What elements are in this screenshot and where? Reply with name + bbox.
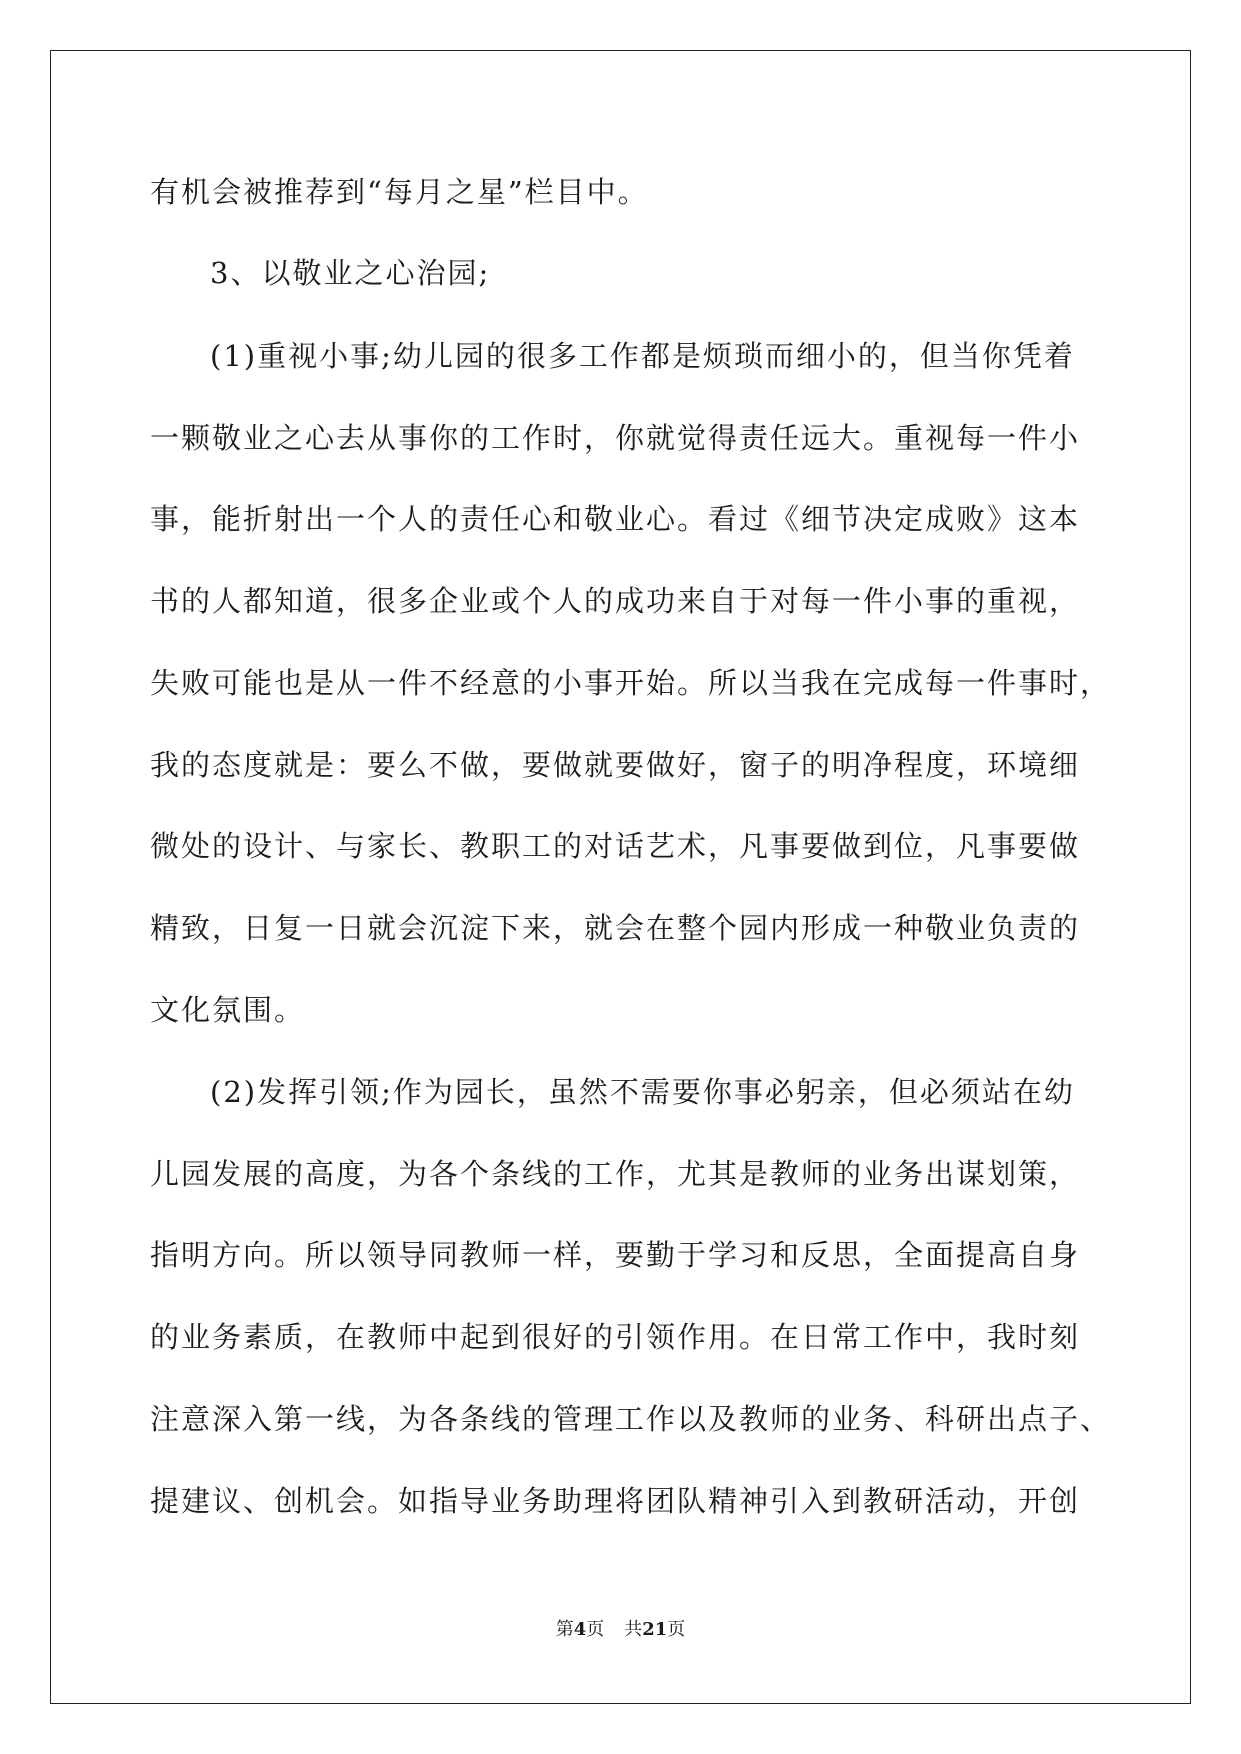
page-footer bbox=[0, 1618, 1241, 1642]
footer-prefix: 第 bbox=[555, 1619, 574, 1640]
text-line: 失败可能也是从一件不经意的小事开始。所以当我在完成每一件事时， bbox=[150, 666, 1112, 700]
footer-page-word: 页 bbox=[586, 1619, 605, 1640]
total-page-number: 21 bbox=[642, 1619, 668, 1640]
current-page-number: 4 bbox=[573, 1619, 587, 1640]
text-line: (1)重视小事;幼儿园的很多工作都是烦琐而细小的，但当你凭着 bbox=[210, 339, 1075, 373]
text-line: 一颗敬业之心去从事你的工作时，你就觉得责任远大。重视每一件小 bbox=[150, 421, 1081, 455]
text-line: 我的态度就是：要么不做，要做就要做好，窗子的明净程度，环境细 bbox=[150, 748, 1081, 782]
text-line: 事，能折射出一个人的责任心和敬业心。看过《细节决定成败》这本 bbox=[150, 502, 1081, 536]
text-line: 的业务素质，在教师中起到很好的引领作用。在日常工作中，我时刻 bbox=[150, 1320, 1081, 1354]
text-line: 书的人都知道，很多企业或个人的成功来自于对每一件小事的重视， bbox=[150, 584, 1081, 618]
text-line: 提建议、创机会。如指导业务助理将团队精神引入到教研活动，开创 bbox=[150, 1484, 1081, 1518]
text-line: 文化氛围。 bbox=[150, 993, 306, 1027]
text-line: 有机会被推荐到“每月之星”栏目中。 bbox=[150, 175, 649, 209]
footer-total-prefix: 共 bbox=[624, 1619, 643, 1640]
text-line: 精致，日复一日就会沉淀下来，就会在整个园内形成一种敬业负责的 bbox=[150, 911, 1081, 945]
text-line: 注意深入第一线，为各条线的管理工作以及教师的业务、科研出点子、 bbox=[150, 1402, 1112, 1436]
text-line: (2)发挥引领;作为园长，虽然不需要你事必躬亲，但必须站在幼 bbox=[210, 1075, 1075, 1109]
text-line: 儿园发展的高度，为各个条线的工作，尤其是教师的业务出谋划策， bbox=[150, 1157, 1081, 1191]
section-heading: 3、以敬业之心治园; bbox=[210, 256, 491, 290]
footer-total-suffix: 页 bbox=[667, 1619, 686, 1640]
text-line: 微处的设计、与家长、教职工的对话艺术，凡事要做到位，凡事要做 bbox=[150, 829, 1081, 863]
text-line: 指明方向。所以领导同教师一样，要勤于学习和反思，全面提高自身 bbox=[150, 1238, 1081, 1272]
page-frame bbox=[50, 50, 1191, 1704]
